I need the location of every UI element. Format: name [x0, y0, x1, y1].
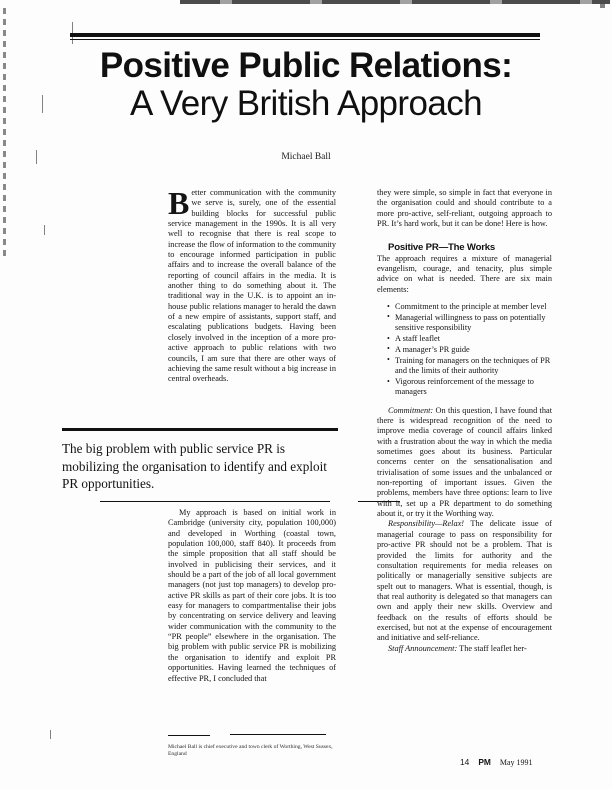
- list-item-label: A staff leaflet: [395, 334, 441, 344]
- paragraph-approach: My approach is based on initial work in Cambridge (university city, population 100,000) and developed in Worthing (coastal town, population 100,000, staff 840). It proceeds from the simple proposition that all staff should be involved in publicising their services, and it should be a part of the job of all local government managers (not just top managers) to develop pro-active PR skills as part of their core jobs. It is too easy for managers to compartmentalise their jobs by concentrating on service delivery and leaving wider communication with the community to the “PR people” elsewhere in the organisation. The big problem with public service PR is mobilizing the organisation to identify and exploit PR opportunities. Having learned the techniques of effective PR, I concluded that: [168, 508, 336, 683]
- scan-artifact-tick-4: [44, 225, 45, 235]
- paragraph-staff-announcement-text: The staff leaflet her-: [457, 643, 527, 653]
- list-item: [388, 377, 552, 398]
- six-elements-list: [377, 302, 552, 398]
- page-footer: [460, 757, 580, 767]
- pull-quote-rule-bottom: [100, 501, 330, 502]
- list-item: [388, 313, 552, 334]
- footnote-rule-right: [230, 734, 326, 735]
- paragraph-approach-requires: The approach requires a mixture of managerial evangelism, courage, and tenacity, plus simple advice on what is needed. There are six main elements:: [377, 253, 552, 294]
- header-rule-thin: [70, 39, 540, 40]
- right-text-column: [377, 188, 552, 654]
- list-item: [388, 345, 552, 355]
- pull-quote-rule-top: [62, 428, 338, 431]
- list-item-label: Commitment to the principle at member level: [395, 302, 547, 312]
- paragraph-intro-text: etter communication with the community we serve is, surely, one of the essential building blocks for successful public service management in the 1990s. It is all very well to recognise that there is real scope to increase the flow of information to the community to encourage informed participation in public affairs and to increase the overall balance of the reporting of council affairs in the media. It is another thing to do something about it. The traditional way in the U.K. is to appoint an in-house public relations manager to herald the dawn of a new empire of assistants, support staff, and escalating publications budgets. Having been closely involved in the inception of a more pro-active approach to public relations with two councils, I am sure that there are other ways of achieving the same result without a big increase in central overheads.: [168, 188, 336, 384]
- paragraph-responsibility: [377, 519, 552, 643]
- scan-artifact-left-binding: [3, 8, 6, 258]
- left-text-column-lower: [168, 508, 336, 730]
- paragraph-staff-announcement: [377, 644, 552, 654]
- paragraph-intro: [168, 185, 336, 385]
- footer-publication-name: PM: [478, 757, 491, 767]
- section-heading-positive-pr: Positive PR—The Works: [388, 242, 496, 254]
- list-item-label: Managerial willingness to pass on potentially sensitive responsibility: [395, 312, 546, 333]
- article-byline: Michael Ball: [281, 152, 331, 162]
- list-item: [388, 356, 552, 377]
- run-in-heading-commitment: Commitment:: [388, 405, 434, 415]
- scan-artifact-top-edge: [180, 0, 610, 4]
- scan-artifact-tick-5: [50, 730, 51, 739]
- left-text-column: [168, 185, 336, 385]
- paragraph-continuation: they were simple, so simple in fact that everyone in the organisation could and should contribute to a more pro-active, self-reliant, outgoing approach to PR. It’s hard work, but it can be done! Here is how.: [377, 188, 552, 229]
- article-title: [60, 48, 552, 121]
- footnote-rule-left: [168, 735, 210, 736]
- paragraph-responsibility-text: The delicate issue of managerial courage to pass on responsibility for pro-active PR should not be a problem. That is provided the limits for authority and the consultation requirements for media releases on politically or managerially sensitive subjects are spelt out to managers. What is essential, though, is that real authority is delegated so that managers can own and apply their new skills. Overview and feedback on the results of efforts should be exercised, but not at the expense of encouragement and initiative and self-reliance.: [377, 519, 552, 643]
- drop-cap-letter: B: [168, 185, 190, 221]
- header-rule-thick: [70, 33, 540, 37]
- footnote-text: Michael Ball is chief executive and town clerk of Worthing, West Sussex, England: [168, 744, 333, 757]
- pull-quote-text: The big problem with public service PR is mobilizing the organisation to identify and exploit PR opportunities.: [62, 441, 327, 491]
- footer-issue-date: May 1991: [499, 758, 533, 767]
- list-item-label: Vigorous reinforcement of the message to managers: [395, 377, 534, 397]
- list-item-label: A manager’s PR guide: [395, 344, 470, 354]
- article-title-line-1: Positive Public Relations:: [99, 46, 513, 85]
- header-rule-group: [70, 33, 540, 40]
- paragraph-commitment-text: On this question, I have found that there is widespread recognition of the need to improve media coverage of council affairs linked with a frustration about the way in which the media sometimes goes about its business. Particular concerns center on the sensationalisation and trivialisation of some issues and the unbalanced or non-reporting of important issues. Given the problems, members have three options: learn to live with it, set up a PR department to do something about it, or try it the Worthing way.: [377, 405, 552, 519]
- scan-artifact-tick-2: [42, 95, 43, 113]
- run-in-heading-staff-announcement: Staff Announcement:: [388, 643, 458, 653]
- paragraph-commitment: [377, 406, 552, 520]
- footer-page-number: 14: [460, 757, 470, 767]
- list-item: [388, 302, 552, 312]
- footnote-block: [168, 735, 338, 758]
- scan-artifact-tick-6: [600, 4, 605, 8]
- scan-artifact-tick-3: [36, 150, 37, 164]
- run-in-heading-responsibility: Responsibility—Relax!: [388, 519, 465, 529]
- list-item: [388, 334, 552, 344]
- article-title-line-2: A Very British Approach: [130, 83, 482, 123]
- pull-quote: [40, 428, 338, 502]
- list-item-label: Training for managers on the techniques of PR and the limits of their authority: [395, 355, 551, 376]
